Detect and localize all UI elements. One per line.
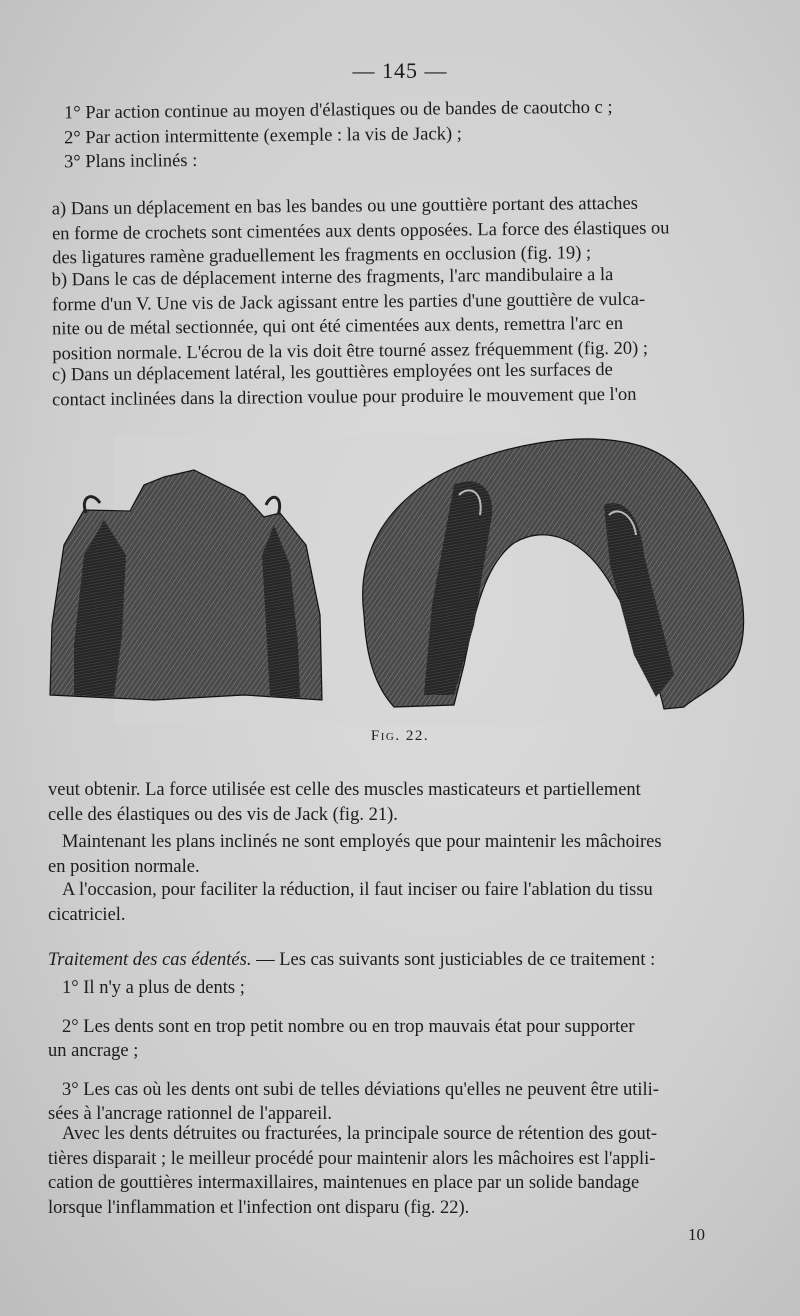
dental-splint-illustration [44,425,754,743]
text-line: en position normale. [48,856,200,877]
text-line: lorsque l'inflammation et l'infection ont disparu (fig. 22). [48,1197,470,1218]
intro-list [64,98,704,172]
list-item-2-cont: un ancrage ; [48,1041,139,1061]
section-heading: Traitement des cas édentés. [48,950,252,970]
page-folio: 10 [688,1225,705,1244]
paragraph-final [48,1122,738,1220]
paragraph-e [48,830,734,879]
list-item-1: 1° Il n'y a plus de dents ; [62,978,245,998]
text-line: nite ou de métal sectionnée, qui ont été cimentées aux dents, remettra l'arc en [52,313,624,340]
list-item-3: 3° Plans inclinés : [63,150,198,173]
text-line: celle des élastiques ou des vis de Jack (fig. 21). [48,804,398,825]
paragraph-d [48,778,734,827]
text-line: b) Dans le cas de déplacement interne des fragments, l'arc mandibulaire a la [51,264,614,291]
list-item-3-cont: sées à l'ancrage rationnel de l'appareil. [48,1104,333,1124]
page-number: — 145 — [352,58,448,83]
list-item-2: 2° Les dents sont en trop petit nombre ou en trop mauvais état pour supporter [62,1016,635,1037]
text-line: des ligatures ramène graduellement les fragments en occlusion (fig. 19) ; [52,243,592,269]
text-line: tières disparait ; le meilleur procédé pour maintenir alors les mâchoires est l'appli- [48,1148,656,1169]
section-heading-rest: — Les cas suivants sont justiciables de ce traitement : [251,950,656,970]
text-line: en forme de crochets sont cimentées aux dents opposées. La force des élastiques ou [51,217,670,244]
text-line: c) Dans un déplacement latéral, les gouttières employées ont les surfaces de [51,360,613,386]
text-line: cation de gouttières intermaxillaires, maintenues en place par un solide bandage [48,1173,640,1193]
list-item-3: 3° Les cas où les dents ont subi de telles déviations qu'elles ne peuvent être utili- [62,1079,659,1100]
text-line: veut obtenir. La force utilisée est celle des muscles masticateurs et partiellement [48,780,641,800]
paragraph-b [52,262,759,367]
paragraph-f [48,878,734,927]
list-item-2: 2° Par action intermittente (exemple : la vis de Jack) ; [63,123,462,148]
text-line: forme d'un V. Une vis de Jack agissant entre les parties d'une gouttière de vulca- [51,289,646,315]
paragraph-c [52,357,758,413]
figure-caption: Fig. 22. [370,728,430,744]
paragraph-a [52,191,759,271]
list-item-1: 1° Par action continue au moyen d'élastiques ou de bandes de caoutcho c ; [63,97,613,124]
edentes-list [48,976,738,1127]
text-line: cicatriciel. [48,904,126,925]
text-line: contact inclinées dans la direction voulue pour produire le mouvement que l'on [52,384,637,410]
text-line: Avec les dents détruites ou fracturées, la principale source de rétention des gout- [62,1124,658,1144]
text-line: A l'occasion, pour faciliter la réduction, il faut inciser ou faire l'ablation du tissu [62,880,653,900]
text-line: a) Dans un déplacement en bas les bandes ou une gouttière portant des attaches [51,193,638,220]
text-line: Maintenant les plans inclinés ne sont employés que pour maintenir les mâchoires [62,832,662,852]
text-line: position normale. L'écrou de la vis doit être tourné assez fréquemment (fig. 20) ; [52,338,649,364]
edentes-heading-line [48,948,738,973]
